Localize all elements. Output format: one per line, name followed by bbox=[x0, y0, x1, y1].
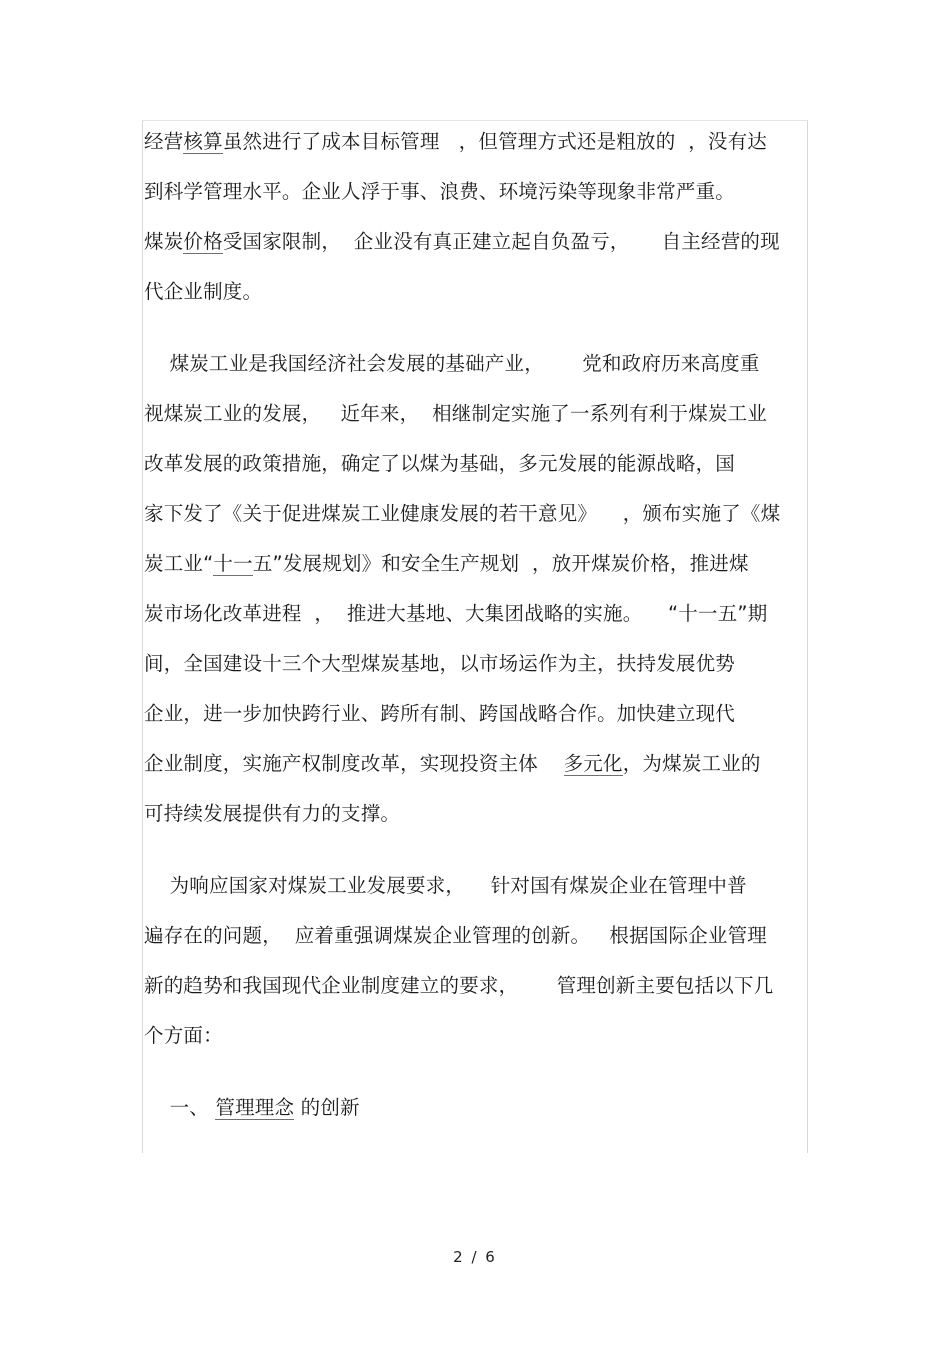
text-line bbox=[144, 500, 780, 528]
text-line bbox=[144, 922, 767, 950]
text-segment: 企业，进一步加快跨行业、跨所有制、跨国战略合作。加快建立现代 bbox=[144, 702, 736, 725]
text-segment: 受国家限制， 企业没有真正建立起自负盈亏， 自主经营的现 bbox=[222, 230, 780, 253]
keyword-link[interactable]: 十一 bbox=[213, 552, 253, 575]
text-line bbox=[144, 1022, 223, 1050]
keyword-link[interactable]: 核算 bbox=[183, 130, 223, 153]
keyword-link[interactable]: 管理理念 bbox=[215, 1096, 295, 1119]
text-segment: 新的趋势和我国现代企业制度建立的要求， 管理创新主要包括以下几 bbox=[144, 974, 774, 997]
text-line bbox=[144, 650, 735, 678]
text-segment: 改革发展的政策措施，确定了以煤为基础，多元发展的能源战略，国 bbox=[144, 452, 736, 475]
keyword-link[interactable]: 价格 bbox=[183, 230, 223, 253]
text-line bbox=[144, 550, 749, 578]
text-line bbox=[144, 800, 400, 828]
text-line bbox=[144, 450, 735, 478]
text-segment: 企业制度，实施产权制度改革，实现投资主体 bbox=[144, 752, 564, 775]
text-segment: 经营 bbox=[144, 130, 184, 153]
text-line bbox=[144, 228, 780, 256]
text-line bbox=[144, 1094, 360, 1122]
text-segment: 的创新 bbox=[294, 1096, 360, 1119]
text-segment: 一、 bbox=[144, 1096, 216, 1119]
text-segment: 煤炭工业是我国经济社会发展的基础产业， 党和政府历来高度重 bbox=[144, 352, 760, 375]
text-segment: 虽然进行了成本目标管理 ，但管理方式还是粗放的 ，没有达 bbox=[222, 130, 768, 153]
text-segment: 遍存在的问题， 应着重强调煤炭企业管理的创新。 根据国际企业管理 bbox=[144, 924, 767, 947]
text-line bbox=[144, 972, 773, 1000]
text-segment: 为响应国家对煤炭工业发展要求， 针对国有煤炭企业在管理中普 bbox=[144, 874, 747, 897]
page-number: 2 / 6 bbox=[453, 1248, 497, 1266]
text-segment: 到科学管理水平。企业人浮于事、浪费、环境污染等现象非常严重。 bbox=[144, 180, 736, 203]
text-line bbox=[144, 872, 747, 900]
text-line bbox=[144, 400, 767, 428]
text-segment: 间，全国建设十三个大型煤炭基地，以市场运作为主，扶持发展优势 bbox=[144, 652, 736, 675]
text-segment: 炭工业“ bbox=[144, 552, 214, 575]
text-line bbox=[144, 750, 761, 778]
keyword-link[interactable]: 多元化 bbox=[563, 752, 623, 775]
text-segment: 炭市场化改革进程 ， 推进大基地、大集团战略的实施。 “十一五”期 bbox=[144, 602, 768, 625]
text-segment: 个方面： bbox=[144, 1024, 223, 1047]
text-segment: 煤炭 bbox=[144, 230, 184, 253]
text-line bbox=[144, 700, 735, 728]
text-segment: 家下发了《关于促进煤炭工业健康发展的若干意见》 ，颁布实施了《煤 bbox=[144, 502, 781, 525]
text-segment: 视煤炭工业的发展， 近年来， 相继制定实施了一系列有利于煤炭工业 bbox=[144, 402, 767, 425]
text-segment: 五”发展规划》和安全生产规划 ，放开煤炭价格，推进煤 bbox=[252, 552, 749, 575]
text-line bbox=[144, 278, 262, 306]
text-line bbox=[144, 178, 735, 206]
text-line bbox=[144, 600, 767, 628]
text-line bbox=[144, 350, 760, 378]
text-segment: 代企业制度。 bbox=[144, 280, 263, 303]
text-segment: 可持续发展提供有力的支撑。 bbox=[144, 802, 401, 825]
text-segment: ，为煤炭工业的 bbox=[622, 752, 761, 775]
text-line bbox=[144, 128, 767, 156]
